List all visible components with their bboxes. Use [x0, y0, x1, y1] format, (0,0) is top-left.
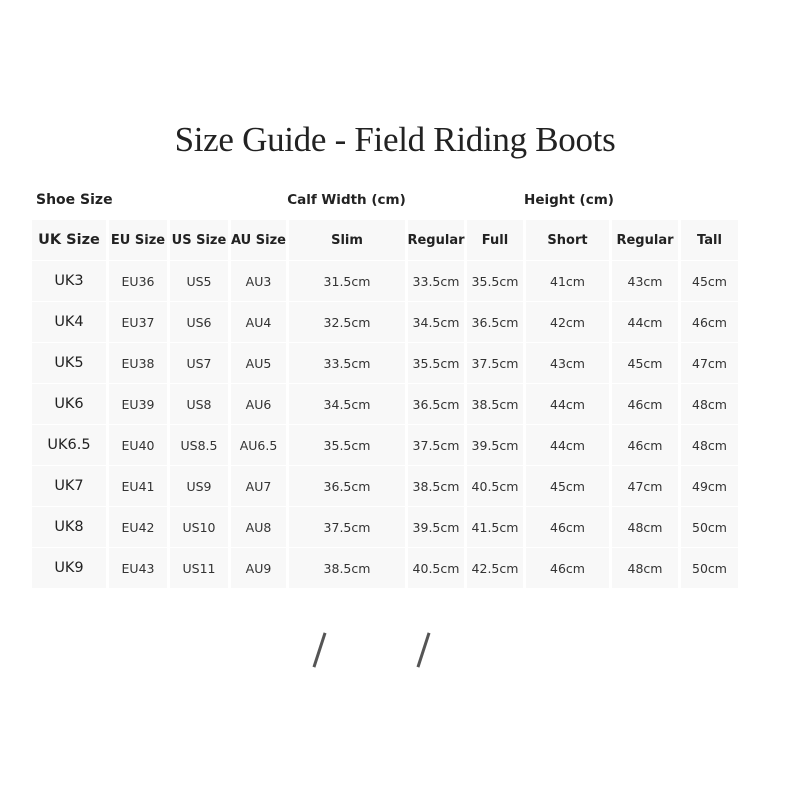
column-header-au-size: AU Size	[231, 220, 286, 260]
table-row	[32, 507, 738, 547]
column-header-uk-size: UK Size	[32, 220, 106, 260]
cell-au-size: AU6.5	[231, 425, 286, 465]
column-header-height-regular: Regular	[612, 220, 678, 260]
size-guide-table	[32, 180, 738, 590]
cell-full: 36.5cm	[467, 302, 523, 342]
cell-au-size: AU9	[231, 548, 286, 588]
cell-au-size: AU3	[231, 261, 286, 301]
cell-height-regular: 45cm	[612, 343, 678, 383]
cell-short: 41cm	[526, 261, 609, 301]
slash-mark	[417, 632, 431, 667]
cell-height-regular: 48cm	[612, 507, 678, 547]
cell-height-regular: 43cm	[612, 261, 678, 301]
cell-tall: 49cm	[681, 466, 738, 506]
column-header-full: Full	[467, 220, 523, 260]
group-header-height: Height (cm)	[524, 192, 614, 208]
cell-regular: 39.5cm	[408, 507, 464, 547]
cell-short: 46cm	[526, 548, 609, 588]
cell-eu-size: EU40	[109, 425, 167, 465]
cell-tall: 46cm	[681, 302, 738, 342]
cell-uk-size: UK5	[32, 343, 106, 383]
cell-us-size: US8	[170, 384, 228, 424]
group-header-row	[32, 180, 738, 220]
cell-us-size: US5	[170, 261, 228, 301]
column-header-tall: Tall	[681, 220, 738, 260]
cell-us-size: US7	[170, 343, 228, 383]
cell-full: 35.5cm	[467, 261, 523, 301]
column-header-row	[32, 220, 738, 260]
cell-tall: 50cm	[681, 548, 738, 588]
group-header-shoe-size: Shoe Size	[36, 192, 113, 208]
cell-height-regular: 46cm	[612, 425, 678, 465]
cell-eu-size: EU42	[109, 507, 167, 547]
cell-tall: 47cm	[681, 343, 738, 383]
slash-mark	[313, 632, 327, 667]
cell-short: 45cm	[526, 466, 609, 506]
cell-full: 38.5cm	[467, 384, 523, 424]
cell-au-size: AU6	[231, 384, 286, 424]
cell-us-size: US10	[170, 507, 228, 547]
column-header-regular: Regular	[408, 220, 464, 260]
column-header-slim: Slim	[289, 220, 405, 260]
cell-height-regular: 44cm	[612, 302, 678, 342]
cell-eu-size: EU43	[109, 548, 167, 588]
cell-short: 46cm	[526, 507, 609, 547]
cell-slim: 35.5cm	[289, 425, 405, 465]
cell-regular: 38.5cm	[408, 466, 464, 506]
cell-slim: 37.5cm	[289, 507, 405, 547]
cell-us-size: US6	[170, 302, 228, 342]
column-header-eu-size: EU Size	[109, 220, 167, 260]
cell-full: 41.5cm	[467, 507, 523, 547]
cell-au-size: AU8	[231, 507, 286, 547]
cell-uk-size: UK6	[32, 384, 106, 424]
cell-us-size: US8.5	[170, 425, 228, 465]
page-title: Size Guide - Field Riding Boots	[174, 120, 616, 159]
table-row	[32, 261, 738, 301]
cell-tall: 45cm	[681, 261, 738, 301]
table-row	[32, 384, 738, 424]
cell-regular: 37.5cm	[408, 425, 464, 465]
cell-height-regular: 46cm	[612, 384, 678, 424]
cell-uk-size: UK3	[32, 261, 106, 301]
cell-eu-size: EU36	[109, 261, 167, 301]
cell-slim: 38.5cm	[289, 548, 405, 588]
table-row	[32, 302, 738, 342]
cell-eu-size: EU39	[109, 384, 167, 424]
cell-tall: 48cm	[681, 425, 738, 465]
group-header-calf-width: Calf Width (cm)	[287, 192, 406, 208]
cell-eu-size: EU41	[109, 466, 167, 506]
cell-short: 44cm	[526, 425, 609, 465]
cell-height-regular: 47cm	[612, 466, 678, 506]
cell-uk-size: UK9	[32, 548, 106, 588]
column-header-us-size: US Size	[170, 220, 228, 260]
cell-short: 43cm	[526, 343, 609, 383]
cell-uk-size: UK7	[32, 466, 106, 506]
cell-slim: 32.5cm	[289, 302, 405, 342]
cell-short: 42cm	[526, 302, 609, 342]
cell-regular: 35.5cm	[408, 343, 464, 383]
cell-regular: 33.5cm	[408, 261, 464, 301]
cell-full: 39.5cm	[467, 425, 523, 465]
cell-short: 44cm	[526, 384, 609, 424]
cell-regular: 40.5cm	[408, 548, 464, 588]
size-table-grid	[32, 180, 738, 590]
cell-eu-size: EU37	[109, 302, 167, 342]
cell-full: 37.5cm	[467, 343, 523, 383]
cell-au-size: AU7	[231, 466, 286, 506]
cell-uk-size: UK8	[32, 507, 106, 547]
table-row	[32, 466, 738, 506]
cell-regular: 34.5cm	[408, 302, 464, 342]
cell-uk-size: UK4	[32, 302, 106, 342]
cell-au-size: AU5	[231, 343, 286, 383]
cell-tall: 48cm	[681, 384, 738, 424]
cell-eu-size: EU38	[109, 343, 167, 383]
table-row	[32, 548, 738, 588]
cell-us-size: US11	[170, 548, 228, 588]
cell-au-size: AU4	[231, 302, 286, 342]
cell-tall: 50cm	[681, 507, 738, 547]
cell-us-size: US9	[170, 466, 228, 506]
cell-regular: 36.5cm	[408, 384, 464, 424]
table-row	[32, 343, 738, 383]
cell-slim: 34.5cm	[289, 384, 405, 424]
cell-slim: 31.5cm	[289, 261, 405, 301]
cell-full: 42.5cm	[467, 548, 523, 588]
table-row	[32, 425, 738, 465]
cell-uk-size: UK6.5	[32, 425, 106, 465]
cell-height-regular: 48cm	[612, 548, 678, 588]
cell-slim: 33.5cm	[289, 343, 405, 383]
cell-slim: 36.5cm	[289, 466, 405, 506]
cell-full: 40.5cm	[467, 466, 523, 506]
column-header-short: Short	[526, 220, 609, 260]
